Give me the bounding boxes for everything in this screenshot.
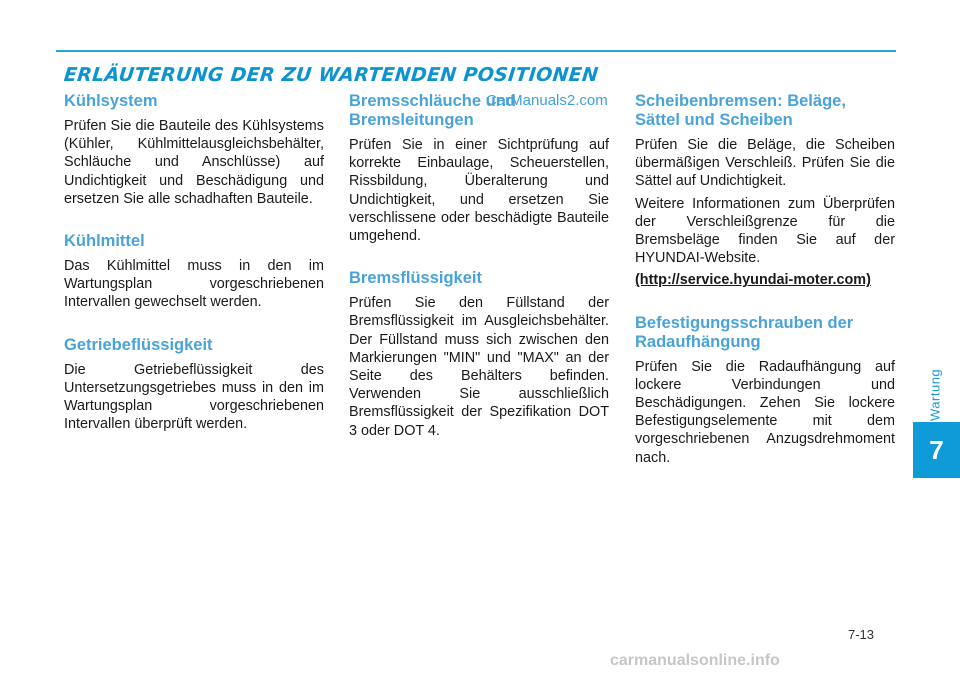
heading-befestigungsschrauben: Befestigungsschrauben der Radaufhängung (635, 313, 854, 351)
column-2 (349, 92, 609, 444)
paragraph: Die Getriebeflüssigkeit des Untersetzungsgetriebes muss in den im Wartungsplan vorgeschriebenen Intervallen überprüft werden. (64, 361, 324, 433)
column-1 (64, 92, 324, 437)
paragraph: Prüfen Sie die Beläge, die Scheiben übermäßigen Verschleiß. Prüfen Sie die Sättel auf Undichtigkeit. (635, 137, 895, 190)
heading-getriebefluessigkeit: Getriebeflüssigkeit (64, 335, 213, 354)
paragraph: Weitere Informationen zum Überprüfen der Verschleißgrenze für die Bremsbeläge finden Sie auf der HYUNDAI-Website. (635, 195, 895, 267)
watermark-bottom: carmanualsonline.info (610, 652, 780, 669)
section-title: ERLÄUTERUNG DER ZU WARTENDEN POSITIONEN (62, 64, 600, 86)
chapter-number-tab: 7 (913, 422, 960, 478)
top-rule (56, 50, 896, 52)
watermark-top: CarManuals2.com (486, 92, 608, 109)
heading-kuehlmittel: Kühlmittel (64, 232, 145, 251)
paragraph: Prüfen Sie in einer Sichtprüfung auf korrekte Einbaulage, Scheuerstellen, Rissbildung, Überalterung und Undichtigkeit, und ersetzen Sie verschlissene oder beschädigte Bauteile umgehend. (349, 137, 609, 245)
heading-bremsfluessigkeit: Bremsflüssigkeit (349, 269, 482, 288)
heading-scheibenbremsen: Scheibenbremsen: Beläge, Sättel und Scheiben (635, 92, 846, 129)
heading-kuehlsystem: Kühlsystem (64, 92, 158, 110)
paragraph: Prüfen Sie den Füllstand der Bremsflüssigkeit im Ausgleichsbehälter. Der Füllstand muss sich zwischen den Markierungen "MIN" und "MAX" an der Seite des Behälters befinden. Verwenden Sie ausschließlich Bremsflüssigkeit der Spezifikation DOT 3 oder DOT 4. (349, 295, 609, 439)
paragraph: Das Kühlmittel muss in den im Wartungsplan vorgeschriebenen Intervallen gewechselt werden. (64, 258, 324, 311)
side-tab-label: Wartung (927, 368, 943, 422)
column-3 (635, 92, 895, 471)
paragraph: Prüfen Sie die Radaufhängung auf lockere Verbindungen und Beschädigungen. Zehen Sie lockere Befestigungselemente mit dem vorgeschriebenen Anzugsdrehmoment nach. (635, 358, 895, 466)
paragraph: Prüfen Sie die Bauteile des Kühlsystems (Kühler, Kühlmittelausgleichsbehälter, Schläuche und Anschlüsse) auf Undichtigkeit und Beschädigung und ersetzen Sie alle schadhaften Bauteile. (64, 118, 324, 207)
heading-bremsschlaeuche: Bremsschläuche und Bremsleitungen (349, 92, 516, 129)
hyundai-service-link[interactable]: (http://service.hyundai-moter.com) (635, 272, 871, 289)
page-number: 7-13 (848, 627, 875, 642)
